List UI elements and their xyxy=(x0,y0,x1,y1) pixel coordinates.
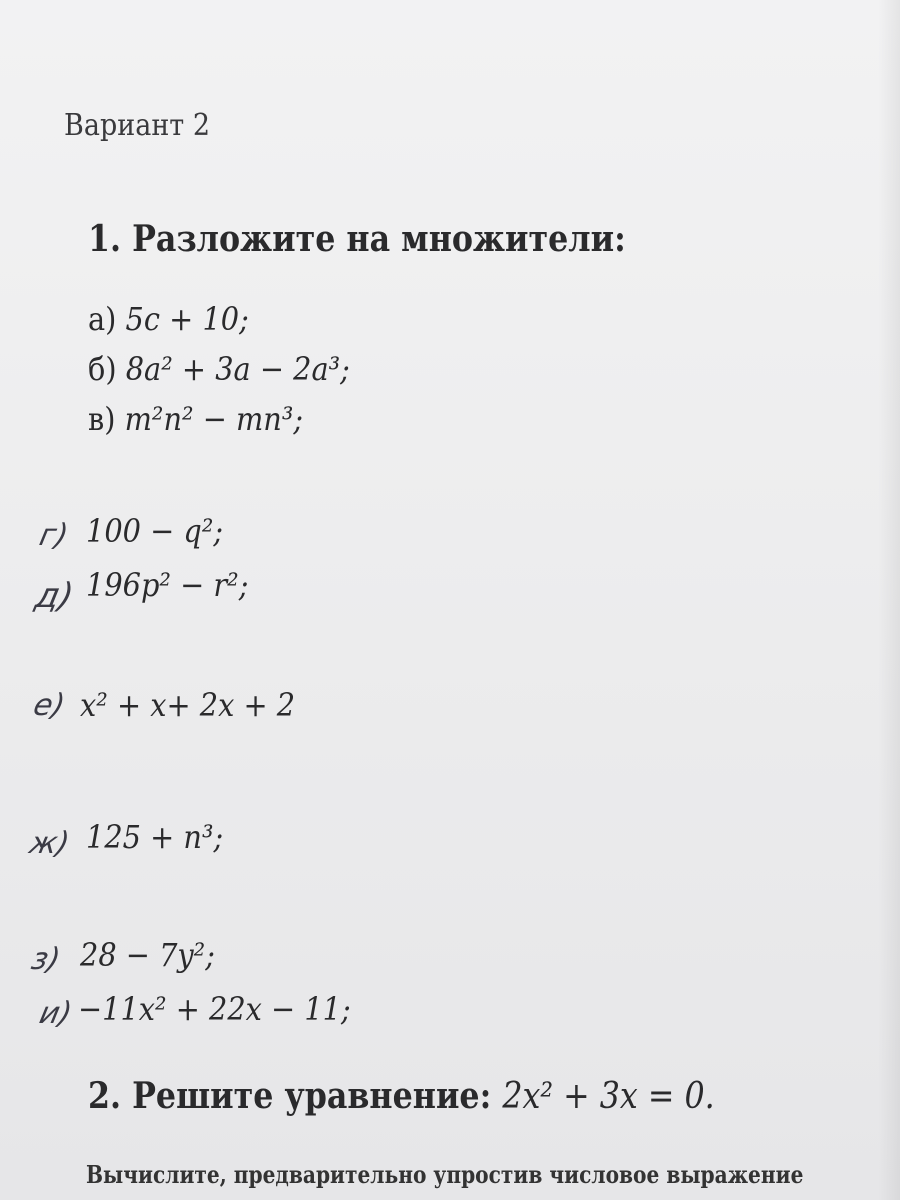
item-label: в) xyxy=(88,400,116,438)
item-expression: −11x² + 22x − 11; xyxy=(78,990,351,1028)
handwritten-label-e: е) xyxy=(30,688,68,723)
item-expression: 196p² − r²; xyxy=(86,566,249,604)
task-1-item-b xyxy=(88,350,350,388)
task-1-item-g xyxy=(86,512,223,550)
task-1-item-v xyxy=(88,400,303,438)
task-2-equation: 2x² + 3x = 0. xyxy=(502,1076,715,1117)
item-expression: 5c + 10; xyxy=(125,300,249,338)
page-edge-shadow xyxy=(878,0,900,1200)
handwritten-label-zh: ж) xyxy=(26,826,73,861)
task-1-item-a xyxy=(88,300,249,338)
item-expression: m²n² − mn³; xyxy=(124,400,304,438)
handwritten-label-g: г) xyxy=(36,518,72,553)
task-1-item-d xyxy=(86,566,248,604)
task-1-item-e xyxy=(80,686,295,724)
handwritten-label-z: з) xyxy=(28,942,64,977)
item-label: б) xyxy=(88,350,117,388)
item-label: а) xyxy=(88,300,117,338)
item-expression: 100 − q²; xyxy=(86,512,224,550)
task-2 xyxy=(88,1075,715,1117)
item-expression: 8a² + 3a − 2a³; xyxy=(125,350,350,388)
task-3-text: Вычислите, предварительно упростив числовое выражение xyxy=(86,1160,804,1189)
task-1-item-zh xyxy=(86,818,223,856)
variant-heading: Вариант 2 xyxy=(64,108,211,143)
handwritten-label-i: и) xyxy=(36,996,75,1031)
item-expression: x² + x+ 2x + 2 xyxy=(80,686,296,724)
task-1-title: 1. Разложите на множители: xyxy=(88,218,626,260)
task-1-item-z xyxy=(80,936,215,974)
item-expression: 125 + n³; xyxy=(86,818,224,856)
task-2-text: 2. Решите уравнение: xyxy=(88,1075,492,1117)
task-1-item-i xyxy=(78,990,351,1028)
item-expression: 28 − 7y²; xyxy=(80,936,215,974)
handwritten-label-d: д) xyxy=(31,576,78,616)
